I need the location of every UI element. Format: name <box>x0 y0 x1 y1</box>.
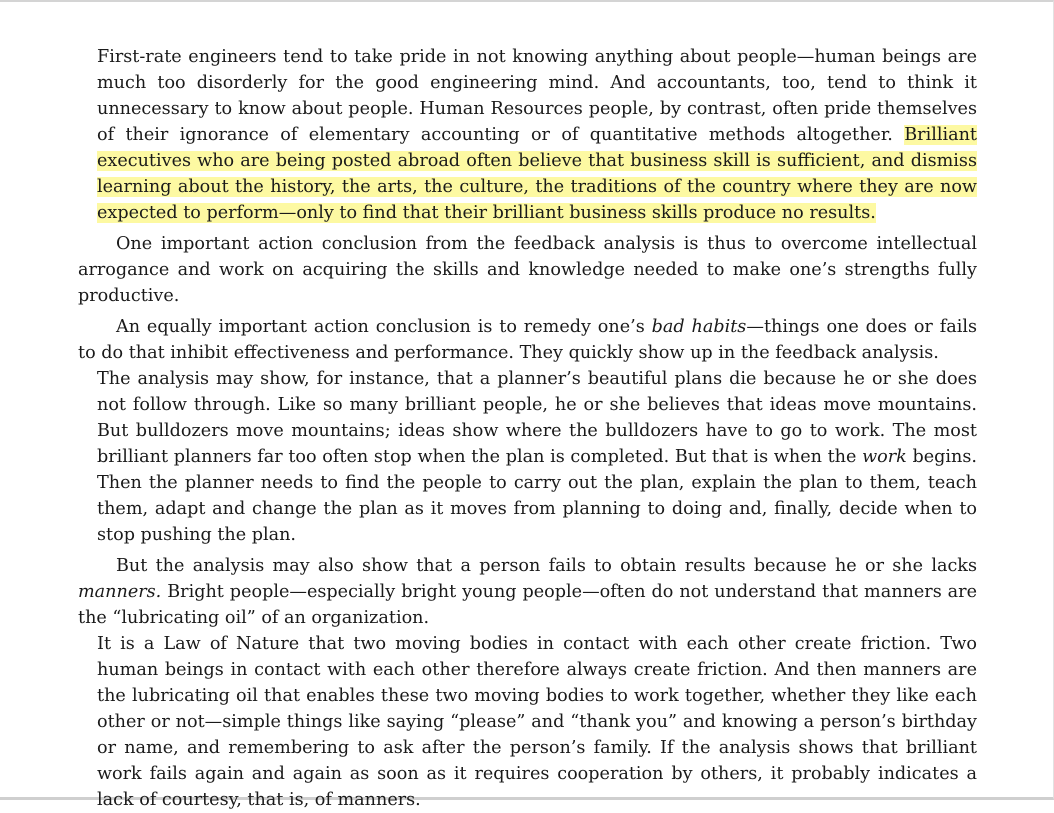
paragraph-friction: It is a Law of Nature that two moving bodies in contact with each other create friction. Two human beings in contact with each other therefore always create friction. And then manners are the lubricating oil that enables these two moving bodies to work together, whether they like each other or not—simple things like saying “please” and “thank you” and knowing a person’s birthday or name, and remembering to ask after the person’s family. If the analysis shows that brilliant work fails again and again as soon as it requires cooperation by others, it probably indicates a lack of courtesy, that is, of manners. <box>97 634 977 810</box>
paragraph-bad-habits-pre: An equally important action conclusion is to remedy one’s <box>116 317 652 337</box>
paragraph-engineers <box>97 44 977 226</box>
paragraph-bad-habits-post: —things one does or fails to do that inhibit effectiveness and performance. They quickly show up in the feedback analysis. <box>78 317 977 363</box>
paragraph-planner-post: begins. Then the planner needs to find the people to carry out the plan, explain the plan to them, teach them, adapt and change the plan as it moves from planning to doing and, finally, decide when to stop pushing the plan. <box>97 447 977 545</box>
paragraph-engineers-text: First-rate engineers tend to take pride in not knowing anything about people—human beings are much too disorderly for the good engineering mind. And accountants, too, tend to think it unnecessary to know about people. Human Resources people, by contrast, often pride themselves of their ignorance of elementary accounting or of quantitative methods altogether. <box>97 47 977 145</box>
paragraph-manners <box>78 553 977 631</box>
paragraph-manners-post: Bright people—especially bright young people—often do not understand that manners are the “lubricating oil” of an organization. <box>78 582 977 628</box>
emphasis-work: work <box>862 447 907 467</box>
document-body <box>78 44 977 813</box>
paragraph-planner <box>97 366 977 548</box>
paragraph-manners-pre: But the analysis may also show that a person fails to obtain results because he or she lacks <box>116 556 977 576</box>
paragraph-planner-pre: The analysis may show, for instance, that a planner’s beautiful plans die because he or she does not follow through. Like so many brilliant people, he or she believes that ideas move mountains. But bulldozers move mountains; ideas show where the bulldozers have to go to work. The most brilliant planners far too often stop when the plan is completed. But that is when the <box>97 369 977 467</box>
paragraph-intellectual-arrogance: One important action conclusion from the feedback analysis is thus to overcome intellectual arrogance and work on acquiring the skills and knowledge needed to make one’s strengths fully productive. <box>78 234 977 306</box>
emphasis-manners: manners. <box>78 582 162 602</box>
paragraph-bad-habits <box>78 314 977 366</box>
highlighted-text[interactable]: Brilliant executives who are being posted abroad often believe that business skill is sufficient, and dismiss learning about the history, the arts, the culture, the traditions of the country where they are now expected to perform—only to find that their brilliant business skills produce no results. <box>97 125 977 223</box>
emphasis-bad-habits: bad habits <box>651 317 747 337</box>
